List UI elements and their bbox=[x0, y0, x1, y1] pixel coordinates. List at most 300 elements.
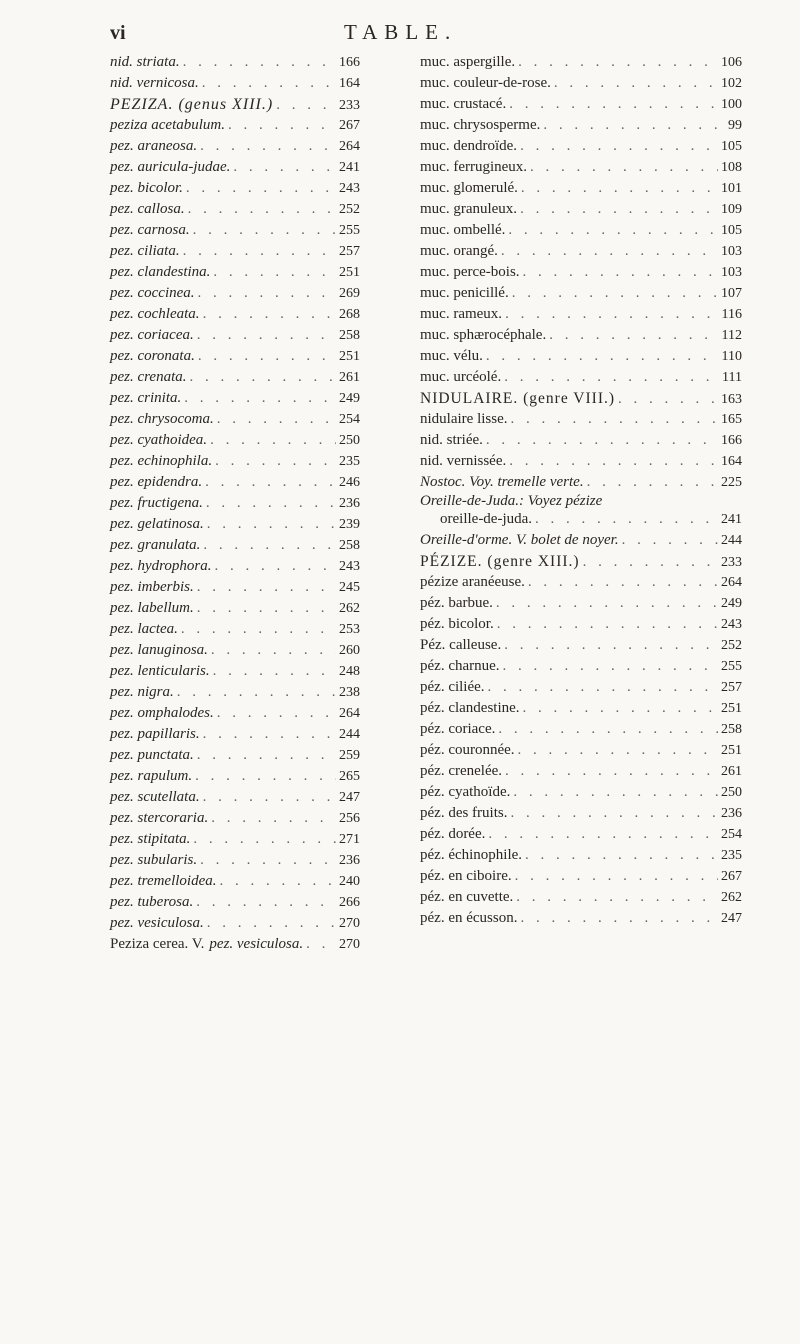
leader-dots bbox=[535, 510, 718, 529]
entry-page-number: 163 bbox=[721, 392, 742, 407]
index-entry bbox=[110, 472, 360, 493]
entry-page-number: 233 bbox=[339, 98, 360, 113]
index-entry bbox=[110, 367, 360, 388]
entry-page-number: 243 bbox=[339, 559, 360, 574]
index-entry bbox=[110, 304, 360, 325]
index-entry bbox=[110, 430, 360, 451]
entry-page-number: 271 bbox=[339, 832, 360, 847]
entry-page-number: 103 bbox=[721, 244, 742, 259]
index-entry bbox=[110, 766, 360, 787]
index-entry bbox=[420, 740, 742, 761]
entry-page-number: 241 bbox=[721, 512, 742, 527]
entry-page-number: 267 bbox=[721, 869, 742, 884]
entry-term: pez. vesiculosa. bbox=[110, 915, 204, 931]
entry-term: pez. omphalodes. bbox=[110, 705, 214, 721]
entry-page-number: 270 bbox=[339, 916, 360, 931]
index-entry bbox=[420, 325, 742, 346]
entry-page-number: 256 bbox=[339, 811, 360, 826]
entry-page-number: 116 bbox=[721, 307, 742, 322]
entry-page-number: 105 bbox=[721, 139, 742, 154]
entry-term: pez. lenticularis. bbox=[110, 663, 210, 679]
entry-term: pez. bicolor. bbox=[110, 180, 183, 196]
index-entry bbox=[420, 283, 742, 304]
leader-dots bbox=[525, 845, 718, 866]
entry-page-number: 261 bbox=[339, 370, 360, 385]
entry-term: pez. labellum. bbox=[110, 600, 194, 616]
entry-term: pez. coronata. bbox=[110, 348, 195, 364]
entry-term: péz. barbue. bbox=[420, 595, 493, 611]
leader-dots bbox=[198, 346, 336, 367]
entry-page-number: 264 bbox=[339, 706, 360, 721]
entry-page-number: 264 bbox=[339, 139, 360, 154]
entry-term: pez. papillaris. bbox=[110, 726, 200, 742]
leader-dots bbox=[184, 388, 336, 409]
leader-dots bbox=[496, 593, 718, 614]
entry-page-number: 251 bbox=[721, 743, 742, 758]
leader-dots bbox=[488, 677, 718, 698]
leader-dots bbox=[188, 199, 336, 220]
leader-dots bbox=[213, 262, 336, 283]
index-entry bbox=[110, 535, 360, 556]
index-entry bbox=[110, 388, 360, 409]
entry-term: muc. ombellé. bbox=[420, 222, 506, 238]
entry-page-number: 110 bbox=[721, 349, 742, 364]
leader-dots bbox=[195, 766, 336, 787]
cross-reference-entry bbox=[420, 510, 742, 529]
leader-dots bbox=[486, 430, 718, 451]
entry-term: muc. vélu. bbox=[420, 348, 483, 364]
entry-page-number: 252 bbox=[721, 638, 742, 653]
entry-term: pez. tremelloidea. bbox=[110, 873, 217, 889]
index-entry bbox=[420, 136, 742, 157]
entry-term: pez. carnosa. bbox=[110, 222, 190, 238]
leader-dots bbox=[520, 199, 718, 220]
entry-page-number: 164 bbox=[721, 454, 742, 469]
entry-page-number: 243 bbox=[339, 181, 360, 196]
index-entry bbox=[110, 94, 360, 115]
index-entry bbox=[110, 325, 360, 346]
entry-term: muc. orangé. bbox=[420, 243, 498, 259]
entry-term: muc. aspergille. bbox=[420, 54, 516, 70]
entry-term: nidulaire lisse. bbox=[420, 411, 508, 427]
index-entry bbox=[110, 787, 360, 808]
entry-page-number: 235 bbox=[721, 848, 742, 863]
entry-page-number: 260 bbox=[339, 643, 360, 658]
index-entry bbox=[110, 514, 360, 535]
leader-dots bbox=[202, 73, 336, 94]
entry-term: oreille-de-juda. bbox=[440, 511, 533, 527]
index-entry bbox=[420, 346, 742, 367]
leader-dots bbox=[196, 892, 336, 913]
index-entry bbox=[420, 115, 742, 136]
entry-page-number: 264 bbox=[721, 575, 742, 590]
leader-dots bbox=[217, 409, 336, 430]
entry-page-number: 250 bbox=[721, 785, 742, 800]
entry-term: pez. araneosa. bbox=[110, 138, 198, 154]
index-entry bbox=[110, 724, 360, 745]
leader-dots bbox=[523, 262, 718, 283]
index-entry bbox=[110, 178, 360, 199]
index-entry bbox=[420, 656, 742, 677]
entry-term: péz. cyathoïde. bbox=[420, 784, 511, 800]
leader-dots bbox=[521, 178, 718, 199]
entry-term: nid. striata. bbox=[110, 54, 180, 70]
leader-dots bbox=[530, 157, 718, 178]
entry-term: pez. rapulum. bbox=[110, 768, 193, 784]
entry-page-number: 251 bbox=[339, 265, 360, 280]
entry-page-number: 258 bbox=[339, 328, 360, 343]
entry-term: pez. epidendra. bbox=[110, 474, 203, 490]
index-entry bbox=[110, 913, 360, 934]
entry-term: nid. vernissée. bbox=[420, 453, 507, 469]
entry-term: pez. crinita. bbox=[110, 390, 182, 406]
running-title: TABLE. bbox=[344, 20, 458, 44]
index-entry bbox=[110, 115, 360, 136]
index-entry bbox=[110, 283, 360, 304]
entry-term: péz. échinophile. bbox=[420, 847, 523, 863]
leader-dots bbox=[220, 871, 336, 892]
entry-term: pez. fructigena. bbox=[110, 495, 203, 511]
leader-dots bbox=[177, 682, 336, 703]
entry-page-number: 166 bbox=[339, 55, 360, 70]
index-entry bbox=[110, 577, 360, 598]
entry-term: péz. dorée. bbox=[420, 826, 486, 842]
index-entry bbox=[110, 346, 360, 367]
leader-dots bbox=[520, 908, 718, 929]
entry-term: pez. callosa. bbox=[110, 201, 185, 217]
index-entry bbox=[110, 136, 360, 157]
leader-dots bbox=[213, 661, 336, 682]
entry-term: muc. rameux. bbox=[420, 306, 503, 322]
index-entry bbox=[110, 871, 360, 892]
entry-term: pez. lanuginosa. bbox=[110, 642, 208, 658]
leader-dots bbox=[198, 283, 336, 304]
entry-term: pez. lactea. bbox=[110, 621, 178, 637]
entry-term: muc. chrysosperme. bbox=[420, 117, 541, 133]
entry-term: pez. crenata. bbox=[110, 369, 187, 385]
leader-dots bbox=[183, 52, 336, 73]
leader-dots bbox=[504, 367, 719, 388]
index-entry bbox=[420, 94, 742, 115]
entry-term: pez. coccinea. bbox=[110, 285, 195, 301]
entry-term: pez. gelatinosa. bbox=[110, 516, 204, 532]
leader-dots bbox=[183, 241, 336, 262]
entry-term: Oreille-d'orme. V. bolet de noyer. bbox=[420, 532, 619, 548]
leader-dots bbox=[193, 220, 336, 241]
entry-term: péz. en cuvette. bbox=[420, 889, 514, 905]
index-entry bbox=[420, 409, 742, 430]
entry-page-number: 100 bbox=[721, 97, 742, 112]
leader-dots bbox=[181, 619, 336, 640]
leader-dots bbox=[498, 719, 718, 740]
index-entry bbox=[420, 887, 742, 908]
entry-page-number: 240 bbox=[339, 874, 360, 889]
leader-dots bbox=[200, 136, 336, 157]
entry-page-number: 164 bbox=[339, 76, 360, 91]
entry-term: pez. ciliata. bbox=[110, 243, 180, 259]
entry-page-number: 236 bbox=[721, 806, 742, 821]
leader-dots bbox=[210, 430, 336, 451]
cross-reference-entry bbox=[420, 529, 742, 551]
index-entry bbox=[420, 614, 742, 635]
entry-reference: pez. vesiculosa. bbox=[209, 936, 304, 952]
index-entry bbox=[110, 73, 360, 94]
entry-page-number: 247 bbox=[721, 911, 742, 926]
entry-term: péz. en écusson. bbox=[420, 910, 518, 926]
index-entry bbox=[110, 682, 360, 703]
entry-term: muc. glomerulé. bbox=[420, 180, 518, 196]
entry-term: PÉZIZE. (genre XIII.) bbox=[420, 553, 580, 570]
entry-term: Nostoc. Voy. tremelle verte. bbox=[420, 474, 584, 490]
leader-dots bbox=[197, 598, 336, 619]
index-entry bbox=[420, 430, 742, 451]
index-entry bbox=[420, 388, 742, 409]
entry-page-number: 252 bbox=[339, 202, 360, 217]
entry-page-number: 233 bbox=[721, 555, 742, 570]
entry-page-number: 251 bbox=[721, 701, 742, 716]
index-entry bbox=[110, 745, 360, 766]
entry-term: pez. scutellata. bbox=[110, 789, 200, 805]
leader-dots bbox=[503, 656, 718, 677]
leader-dots bbox=[512, 283, 718, 304]
leader-dots bbox=[549, 325, 718, 346]
entry-term: pézize aranéeuse. bbox=[420, 574, 525, 590]
index-entry bbox=[420, 262, 742, 283]
entry-page-number: 261 bbox=[721, 764, 742, 779]
leader-dots bbox=[306, 934, 336, 955]
leader-dots bbox=[233, 157, 336, 178]
entry-page-number: 259 bbox=[339, 748, 360, 763]
entry-term: pez. cochleata. bbox=[110, 306, 200, 322]
entry-term: peziza acetabulum. bbox=[110, 117, 225, 133]
leader-dots bbox=[509, 451, 718, 472]
entry-page-number: 254 bbox=[721, 827, 742, 842]
entry-term: muc. perce-bois. bbox=[420, 264, 520, 280]
leader-dots bbox=[207, 913, 336, 934]
leader-dots bbox=[501, 241, 718, 262]
leader-dots bbox=[203, 724, 336, 745]
left-column bbox=[110, 52, 360, 955]
leader-dots bbox=[193, 829, 336, 850]
index-entry bbox=[420, 73, 742, 94]
entry-page-number: 258 bbox=[339, 538, 360, 553]
entry-term: pez. clandestina. bbox=[110, 264, 211, 280]
entry-page-number: 111 bbox=[722, 370, 742, 385]
entry-term: muc. penicillé. bbox=[420, 285, 509, 301]
entry-page-number: 266 bbox=[339, 895, 360, 910]
entry-term: pez. punctata. bbox=[110, 747, 194, 763]
entry-page-number: 249 bbox=[721, 596, 742, 611]
index-entry bbox=[420, 635, 742, 656]
leader-dots bbox=[515, 866, 718, 887]
leader-dots bbox=[508, 220, 718, 241]
index-entry bbox=[110, 556, 360, 577]
index-entry bbox=[110, 598, 360, 619]
entry-term: muc. crustacé. bbox=[420, 96, 507, 112]
index-entry bbox=[420, 551, 742, 572]
entry-page-number: 267 bbox=[339, 118, 360, 133]
leader-dots bbox=[583, 552, 718, 573]
leader-dots bbox=[543, 115, 725, 136]
entry-page-number: 112 bbox=[721, 328, 742, 343]
entry-term: pez. echinophila. bbox=[110, 453, 213, 469]
entry-term: pez. stipitata. bbox=[110, 831, 191, 847]
index-entry bbox=[420, 593, 742, 614]
index-entry bbox=[110, 241, 360, 262]
leader-dots bbox=[510, 803, 718, 824]
right-column bbox=[420, 52, 742, 929]
entry-term: péz. charnue. bbox=[420, 658, 500, 674]
entry-page-number: 101 bbox=[721, 181, 742, 196]
index-entry bbox=[110, 409, 360, 430]
entry-term: pez. auricula-judae. bbox=[110, 159, 231, 175]
entry-page-number: 247 bbox=[339, 790, 360, 805]
index-entry bbox=[420, 824, 742, 845]
entry-term: nid. striée. bbox=[420, 432, 483, 448]
leader-dots bbox=[197, 325, 336, 346]
leader-dots bbox=[206, 493, 336, 514]
index-entry bbox=[110, 829, 360, 850]
leader-dots bbox=[211, 808, 336, 829]
leader-dots bbox=[554, 73, 718, 94]
entry-page-number: 248 bbox=[339, 664, 360, 679]
leader-dots bbox=[190, 367, 336, 388]
index-entry bbox=[110, 199, 360, 220]
entry-page-number: 243 bbox=[721, 617, 742, 632]
entry-page-number: 105 bbox=[721, 223, 742, 238]
leader-dots bbox=[618, 389, 718, 410]
leader-dots bbox=[203, 304, 336, 325]
entry-term: muc. urcéolé. bbox=[420, 369, 502, 385]
index-entry bbox=[110, 808, 360, 829]
entry-page-number: 244 bbox=[721, 533, 742, 548]
entry-page-number: 102 bbox=[721, 76, 742, 91]
index-entry bbox=[420, 866, 742, 887]
entry-term: pez. subularis. bbox=[110, 852, 198, 868]
entry-term: pez. granulata. bbox=[110, 537, 201, 553]
entry-page-number: 244 bbox=[339, 727, 360, 742]
entry-page-number: 268 bbox=[339, 307, 360, 322]
entry-term: péz. des fruits. bbox=[420, 805, 508, 821]
entry-term: péz. bicolor. bbox=[420, 616, 494, 632]
leader-dots bbox=[197, 745, 336, 766]
entry-term: pez. imberbis. bbox=[110, 579, 194, 595]
leader-dots bbox=[509, 94, 718, 115]
leader-dots bbox=[528, 572, 718, 593]
entry-page-number: 103 bbox=[721, 265, 742, 280]
leader-dots bbox=[203, 535, 336, 556]
leader-dots bbox=[622, 529, 718, 551]
entry-page-number: 253 bbox=[339, 622, 360, 637]
index-entry bbox=[420, 199, 742, 220]
entry-page-number: 166 bbox=[721, 433, 742, 448]
entry-page-number: 269 bbox=[339, 286, 360, 301]
index-entry bbox=[110, 850, 360, 871]
entry-page-number: 250 bbox=[339, 433, 360, 448]
leader-dots bbox=[486, 346, 719, 367]
entry-term: pez. tuberosa. bbox=[110, 894, 194, 910]
leader-dots bbox=[207, 514, 336, 535]
index-entry bbox=[420, 157, 742, 178]
leader-dots bbox=[518, 740, 718, 761]
entry-page-number: 99 bbox=[728, 118, 742, 133]
leader-dots bbox=[217, 703, 336, 724]
entry-page-number: 236 bbox=[339, 496, 360, 511]
entry-term: pez. stercoraria. bbox=[110, 810, 209, 826]
entry-page-number: 265 bbox=[339, 769, 360, 784]
entry-page-number: 241 bbox=[339, 160, 360, 175]
index-entry bbox=[110, 892, 360, 913]
leader-dots bbox=[215, 556, 336, 577]
entry-term: muc. sphærocéphale. bbox=[420, 327, 547, 343]
leader-dots bbox=[215, 451, 336, 472]
entry-term: muc. couleur-de-rose. bbox=[420, 75, 551, 91]
index-entry bbox=[420, 472, 742, 493]
leader-dots bbox=[523, 698, 718, 719]
index-entry bbox=[110, 52, 360, 73]
index-entry bbox=[420, 677, 742, 698]
entry-term: péz. crenelée. bbox=[420, 763, 503, 779]
cross-reference-line: Oreille-de-Juda.: Voyez pézize bbox=[420, 493, 603, 509]
index-entry bbox=[420, 572, 742, 593]
entry-page-number: 238 bbox=[339, 685, 360, 700]
entry-page-number: 257 bbox=[721, 680, 742, 695]
entry-page-number: 106 bbox=[721, 55, 742, 70]
leader-dots bbox=[197, 577, 336, 598]
index-entry bbox=[420, 241, 742, 262]
entry-page-number: 235 bbox=[339, 454, 360, 469]
entry-page-number: 262 bbox=[339, 601, 360, 616]
leader-dots bbox=[228, 115, 336, 136]
entry-term: pez. hydrophora. bbox=[110, 558, 212, 574]
entry-term: Peziza cerea. V. bbox=[110, 936, 205, 952]
entry-page-number: 236 bbox=[339, 853, 360, 868]
entry-term: muc. ferrugineux. bbox=[420, 159, 528, 175]
entry-page-number: 165 bbox=[721, 412, 742, 427]
index-entry bbox=[110, 262, 360, 283]
index-entry bbox=[420, 451, 742, 472]
leader-dots bbox=[488, 824, 718, 845]
entry-term: PEZIZA. (genus XIII.) bbox=[110, 96, 274, 113]
leader-dots bbox=[505, 761, 718, 782]
entry-term: péz. coriace. bbox=[420, 721, 496, 737]
entry-term: muc. granuleux. bbox=[420, 201, 518, 217]
entry-page-number: 249 bbox=[339, 391, 360, 406]
index-entry bbox=[420, 698, 742, 719]
index-entry bbox=[110, 157, 360, 178]
index-entry bbox=[420, 845, 742, 866]
leader-dots bbox=[205, 472, 336, 493]
leader-dots bbox=[497, 614, 718, 635]
entry-page-number: 254 bbox=[339, 412, 360, 427]
entry-term: muc. dendroïde. bbox=[420, 138, 518, 154]
leader-dots bbox=[520, 136, 718, 157]
entry-page-number: 109 bbox=[721, 202, 742, 217]
entry-term: pez. coriacea. bbox=[110, 327, 194, 343]
leader-dots bbox=[587, 472, 718, 493]
page-number: vi bbox=[110, 22, 126, 44]
index-entry bbox=[110, 451, 360, 472]
entry-page-number: 270 bbox=[339, 937, 360, 952]
entry-term: pez. chrysocoma. bbox=[110, 411, 214, 427]
entry-page-number: 225 bbox=[721, 475, 742, 490]
index-entry bbox=[420, 304, 742, 325]
index-entry bbox=[110, 640, 360, 661]
cross-reference-entry bbox=[110, 934, 360, 955]
leader-dots bbox=[504, 635, 718, 656]
entry-term: péz. en ciboire. bbox=[420, 868, 512, 884]
leader-dots bbox=[505, 304, 718, 325]
